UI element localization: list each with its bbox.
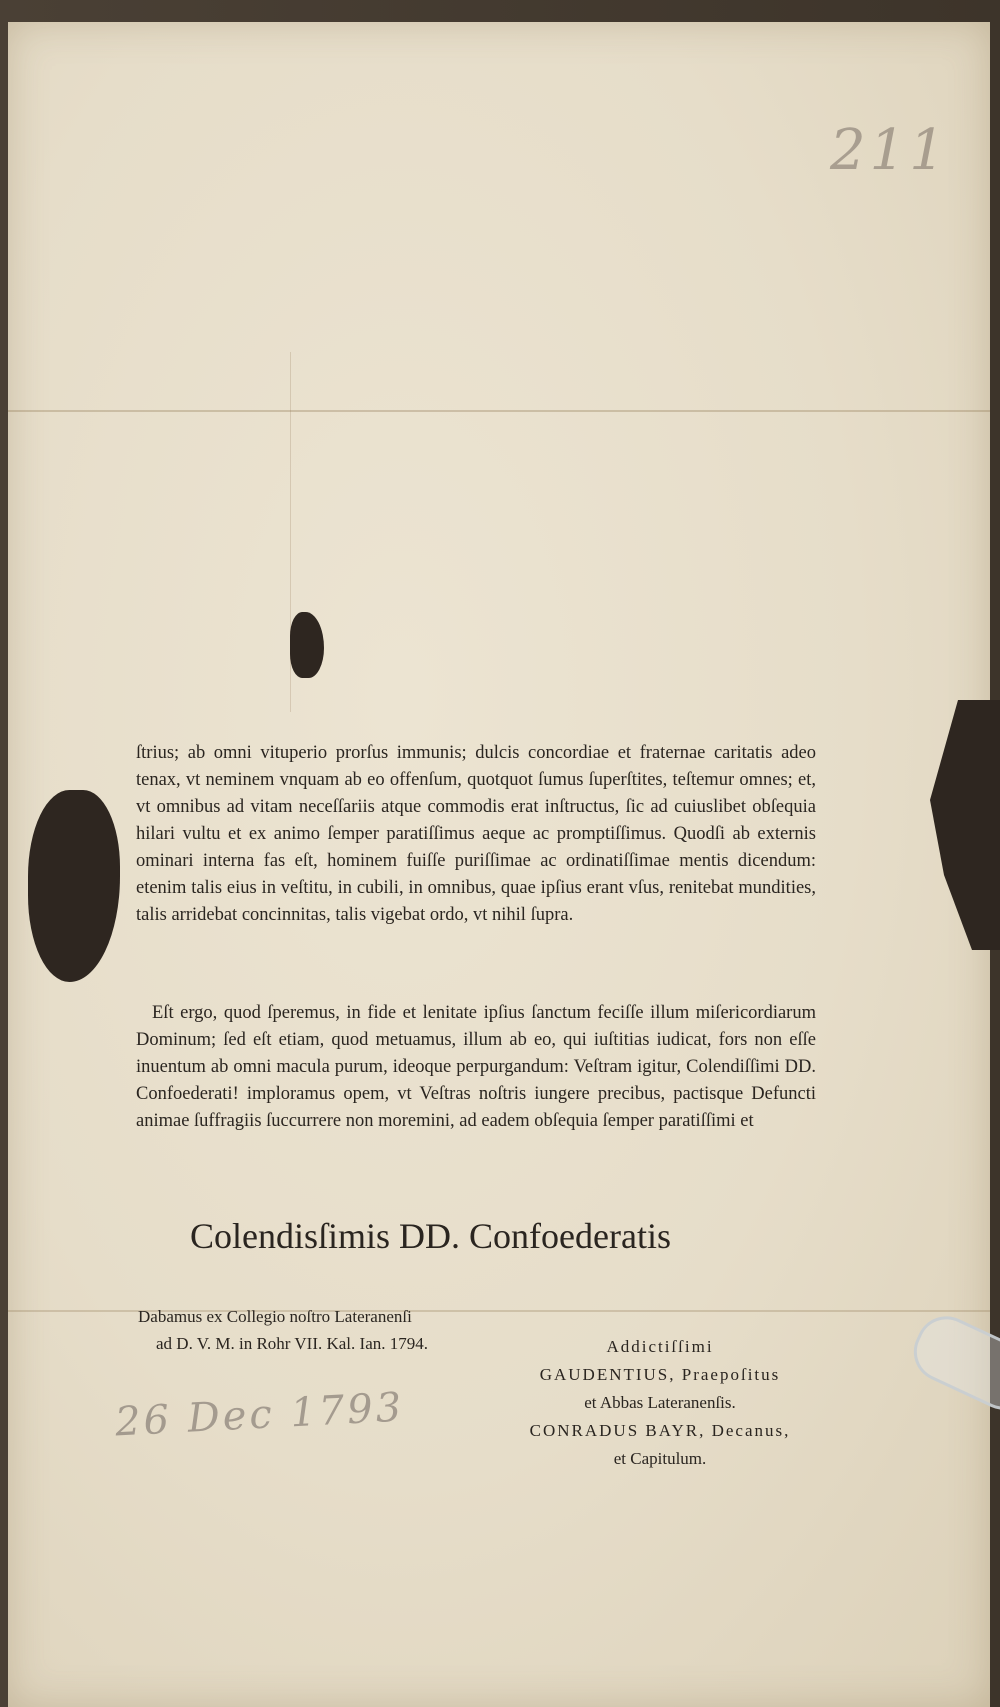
signature-line-2: GAUDENTIUS, Praepoſitus xyxy=(539,1365,781,1384)
folio-number: 211 xyxy=(830,118,949,183)
paper-hole-left xyxy=(28,790,120,982)
handwritten-date-annotation: 26 Dec 1793 xyxy=(113,1384,406,1446)
dated-block xyxy=(138,1303,428,1357)
fold-line-horizontal xyxy=(8,410,990,412)
signature-line-1: Addictiſſimi xyxy=(606,1337,714,1356)
signature-line-4: CONRADUS BAYR, Decanus, xyxy=(529,1421,791,1440)
signature-block xyxy=(500,1333,820,1473)
signature-line-3: et Abbas Lateranenſis. xyxy=(584,1393,736,1412)
paragraph-2: Eſt ergo, quod ſperemus, in fide et lenitate ipſius ſanctum feciſſe illum miſericordiarum Dominum; ſed eſt etiam, quod metuamus, illum ab eo, qui iuſtitias iudicat, fors non eſſe inuentum ab omni macula purum, ideoque perpurgandum: Veſtram igitur, Colendiſſimi DD. Confoederati! imploramus opem, vt Veſtras noſtris iungere precibus, pactisque Defuncti animae ſuffragiis ſuccurrere non moremini, ad eadem obſequia ſemper paratiſſimi et xyxy=(136,1003,816,1131)
closing-salutation: Colendisſimis DD. Confoederatis xyxy=(190,1216,671,1256)
paragraph-1: ſtrius; ab omni vituperio prorſus immunis; dulcis concordiae et fraternae caritatis adeo tenax, vt neminem vnquam ab eo offenſum, quotquot ſumus ſuperſtites, teſtemur omnes; et, vt omnibus ad vitam neceſſariis atque commodis erat inſtructus, ſic ad cuiuslibet obſequia hilari vultu et ex animo ſemper paratiſſimus aeque ac promptiſſimus. Quodſi ab externis ominari interna fas eſt, hominem fuiſſe puriſſimae ac ordinatiſſimae mentis dicendum: etenim talis eius in veſtitu, in cubili, in omnibus, quae ipſius erant vſus, renitebat mundities, talis arridebat concinnitas, talis vigebat ordo, vt nihil ſupra. xyxy=(136,743,816,925)
signature-line-5: et Capitulum. xyxy=(613,1449,707,1468)
dated-line-2: ad D. V. M. in Rohr VII. Kal. Ian. 1794. xyxy=(156,1334,428,1353)
dated-line-1: Dabamus ex Collegio noſtro Lateranenſi xyxy=(138,1307,412,1326)
paper-hole-middle xyxy=(290,612,324,678)
